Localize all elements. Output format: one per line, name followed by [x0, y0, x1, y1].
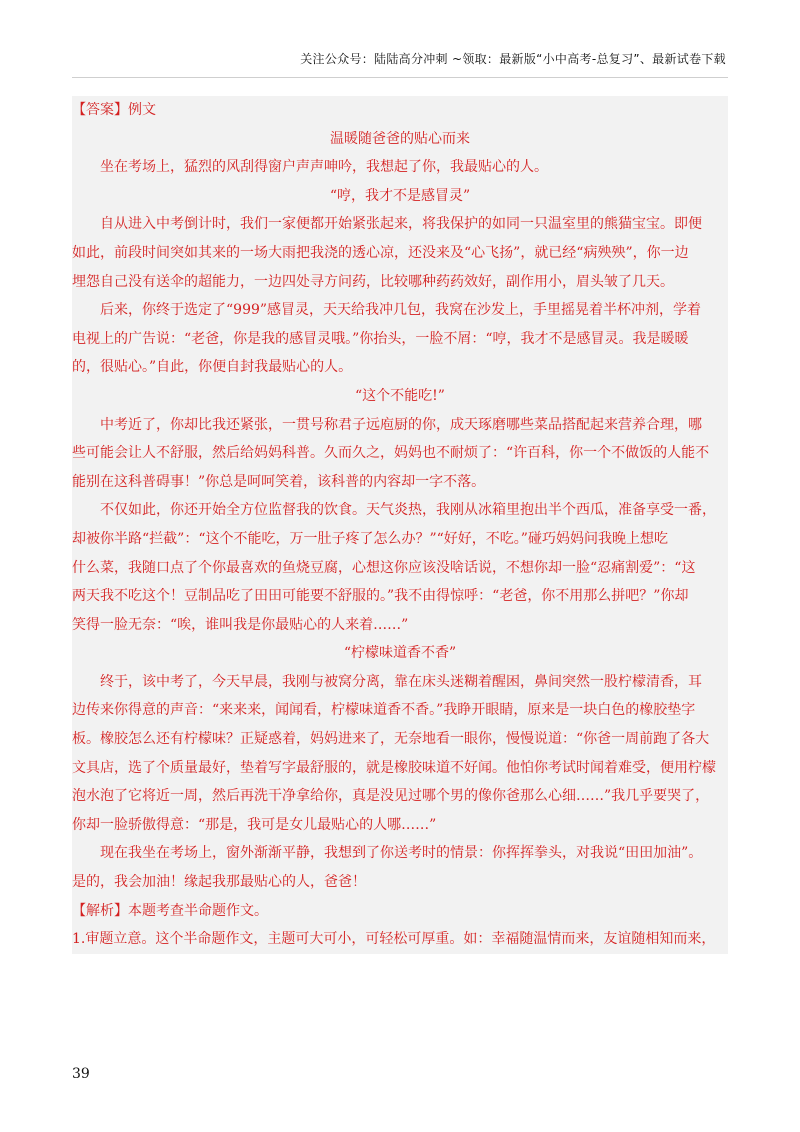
text-line: 什么菜，我随口点了个你最喜欢的鱼烧豆腐，心想这你应该没啥话说，不想你却一脸“忍痛割爱”：“这 [72, 559, 696, 576]
section-heading: “这个不能吃!” [355, 387, 445, 404]
text-line: 能别在这科普碍事！”你总是呵呵笑着，该科普的内容却一字不落。 [72, 473, 486, 490]
text-line: 你却一脸骄傲得意：“那是，我可是女儿最贴心的人哪……” [72, 816, 437, 833]
text-line: 泡水泡了它将近一周，然后再洗干净拿给你，真是没见过哪个男的像你爸那么心细……”我几乎要哭了， [72, 788, 710, 805]
text-line: 电视上的广告说：“老爸，你是我的感冒灵哦。”你抬头，一脸不屑：“哼，我才不是感冒灵。我是暖暖 [72, 330, 689, 347]
section-heading: “柠檬味道香不香” [343, 645, 457, 662]
page-header: 关注公众号：陆陆高分冲刺 ~领取：最新版“小中高考-总复习”、最新试卷下载 [300, 52, 726, 66]
text-line: 些可能会让人不舒服，然后给妈妈科普。久而久之，妈妈也不耐烦了：“许百科，你一个不做饭的人能不 [72, 445, 710, 462]
text-line: 是的，我会加油！缘起我那最贴心的人，爸爸！ [72, 874, 366, 891]
page-number: 39 [72, 1066, 90, 1082]
text-line: 两天我不吃这个！豆制品吃了田田可能要不舒服的。”我不由得惊呼：“老爸，你不用那么拼吧？”你却 [72, 588, 689, 605]
text-line: 笑得一脸无奈：“唉，谁叫我是你最贴心的人来着……” [72, 616, 409, 633]
text-line: 埋怨自己没有送伞的超能力，一边四处寻方问药，比较哪种药药效好，副作用小，眉头皱了几天。 [72, 273, 674, 290]
section-heading: “哼，我才不是感冒灵” [329, 187, 471, 204]
text-line: 现在我坐在考场上，窗外渐渐平静，我想到了你送考时的情景：你挥挥拳头，对我说“田田加油”。 [72, 845, 703, 862]
section-heading: 温暖随爸爸的贴心而来 [330, 130, 470, 147]
text-line: 的，很贴心。”自此，你便自封我最贴心的人。 [72, 359, 353, 376]
text-line: 【答案】例文 [72, 102, 156, 118]
text-line: 后来，你终于选定了“999”感冒灵，天天给我冲几包，我窝在沙发上，手里摇晃着半杯冲剂，学着 [72, 302, 702, 319]
answer-section [72, 96, 728, 954]
text-line: 文具店，选了个质量最好，垫着写字最舒服的，就是橡胶味道不好闻。他怕你考试时闻着难受，便用柠檬 [72, 759, 716, 776]
text-line: 【解析】本题考查半命题作文。 [72, 902, 268, 919]
text-line: 板。橡胶怎么还有柠檬味？正疑惑着，妈妈进来了，无奈地看一眼你，慢慢说道：“你爸一周前跑了各大 [72, 731, 710, 748]
text-line: 1.审题立意。这个半命题作文，主题可大可小，可轻松可厚重。如：幸福随温情而来，友谊随相知而来， [72, 931, 716, 948]
header-divider [72, 77, 728, 78]
text-line: 却被你半路“拦截”：“这个不能吃，万一肚子疼了怎么办？”“好好，不吃。”碰巧妈妈问我晚上想吃 [72, 530, 668, 547]
text-line: 中考近了，你却比我还紧张，一贯号称君子远庖厨的你，成天琢磨哪些菜品搭配起来营养合理，哪 [72, 416, 702, 433]
text-line: 不仅如此，你还开始全方位监督我的饮食。天气炎热，我刚从冰箱里抱出半个西瓜，准备享受一番， [72, 502, 716, 519]
text-line: 终于，该中考了，今天早晨，我刚与被窝分离，靠在床头迷糊着醒困，鼻间突然一股柠檬清香，耳 [72, 673, 702, 690]
text-line: 自从进入中考倒计时，我们一家便都开始紧张起来，将我保护的如同一只温室里的熊猫宝宝。即便 [72, 216, 702, 233]
text-line: 如此，前段时间突如其来的一场大雨把我浇的透心凉，还没来及“心飞扬”，就已经“病殃殃”，你一边 [72, 244, 689, 261]
text-line: 坐在考场上，猛烈的风刮得窗户声声呻吟，我想起了你，我最贴心的人。 [72, 159, 548, 176]
text-line: 边传来你得意的声音：“来来来，闻闻看，柠檬味道香不香。”我睁开眼睛，原来是一块白色的橡胶垫字 [72, 702, 696, 719]
